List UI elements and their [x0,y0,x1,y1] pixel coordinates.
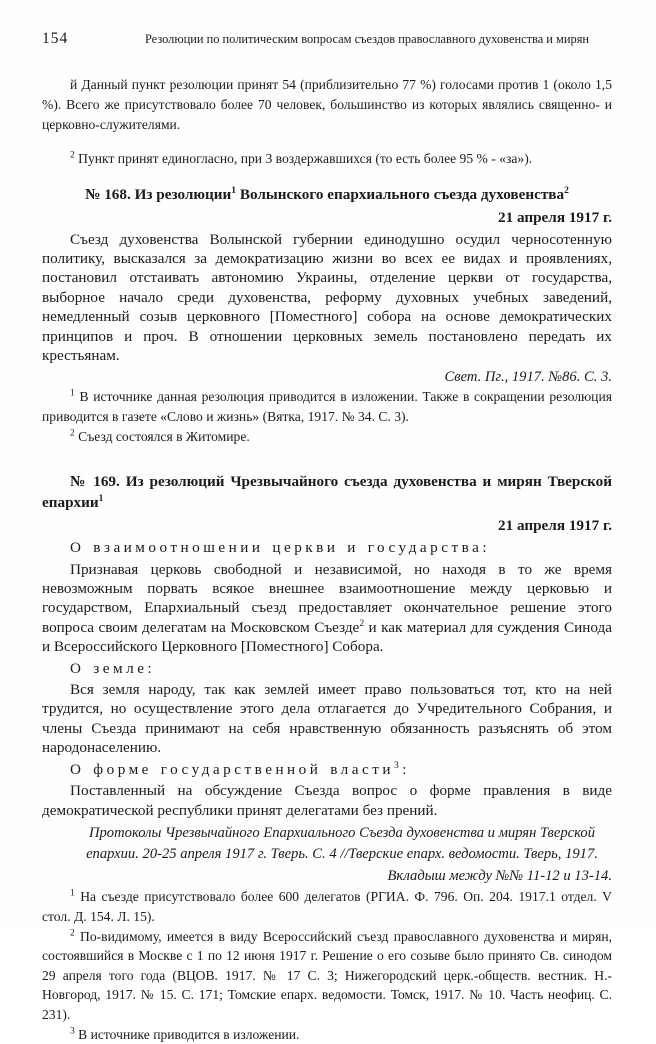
doc169-subheading-state-form-colon: : [402,760,410,778]
doc169-subheading-land: О земле: [70,659,156,677]
carryover-notes [42,75,612,169]
footnote-text: На съезде присутствовало более 600 делегатов (РГИА. Ф. 796. Оп. 204. 1917.1 отдел. V стол. Д. 154. Л. 15). [42,889,612,924]
footnote-marker: 2 [70,928,75,939]
footnote-text: В источнике приводится в изложении. [74,1026,300,1042]
running-title: Резолюции по политическим вопросам съездов православного духовенства и мирян [144,32,590,46]
doc169-subheading-church-state: О взаимоотношении церкви и государства: [70,539,491,557]
doc168-heading-text-1: № 168. Из резолюции [85,185,232,203]
document-169 [42,471,612,1044]
footnote [42,387,612,426]
doc168-source-citation: Свет. Пг., 1917. №86. С. 3. [444,369,612,386]
doc168-body-paragraph: Съезд духовенства Волынской губернии единодушно осудил черносотенную политику, высказался за демократизацию жизни во всех ее видах и проявлениях, постановил отстаивать автономию Украины, отделение церкви от государства, выборное начало среди духовенства, реформу духовных учебных заведений, немедленный созыв церковного [Поместного] собора на основе демократических принципов и проч. В отношении церковных земель постановлено передать их крестьянам. [42,230,612,365]
footnote-ref: 1 [231,185,237,196]
footnote [42,887,612,926]
footnote-marker: 1 [70,388,75,399]
footnote-text: Съезд состоялся в Житомире. [74,428,250,444]
running-head [42,30,612,48]
footnote-ref: 1 [98,494,104,505]
carryover-note-2 [42,149,612,169]
footnote-marker: 1 [70,888,75,899]
footnote-ref: 2 [564,185,569,196]
footnote-marker: 3 [70,1026,75,1037]
doc169-paragraph-1-text-2: и как материал для суждения Синода и Всероссийского Церковного [Поместного] Собора. [42,618,612,656]
carryover-note-1-text: й Данный пункт резолюции принят 54 (приблизительно 77 %) голосами против 1 (около 1,5 %). Всего же присутствовало более 70 человек, большинство из которых являлись священно- и церковно-служителями. [42,77,612,132]
doc169-source-line-3: Вкладыш между №№ 11-12 и 13-14. [387,867,612,884]
doc169-subheading-state-form-text: О форме государственной власти [70,760,394,778]
footnote-text: По-видимому, имеется в виду Всероссийский съезд православного духовенства и мирян, состоявшийся в Москве с 1 по 12 июня 1917 г. Решение о его созыве было принято Св. синодом 29 апреля того года (ВЦОВ. 1917. № 17 С. 3; Нижегородский церк.-обществ. вестник. Н.-Новгород, 1917. № 15. С. 171; Томские епарх. ведомости. Томск, 1917. № 10. Часть неофиц. С. 231). [42,928,612,1022]
doc169-heading-line-1: № 169. Из резолюций Чрезвычайного съезда духовенства и мирян Тверской [70,473,612,491]
doc169-footnotes [42,887,612,1044]
doc169-heading-line-2 [42,492,612,513]
doc169-paragraph-2: Вся земля народу, так как землей имеет право пользоваться тот, кто на ней трудится, но осуществление этого дела отлагается до Учредительного Собрания, и члены Съезда принимают на себя нравственную обязанность разъяснять об этом народонаселению. [42,681,612,757]
carryover-note-2-text: Пункт принят единогласно, при 3 воздержавшихся (то есть более 95 % - «за»). [74,150,533,166]
section-spacer [42,446,612,456]
doc168-heading [42,184,612,205]
footnote [42,427,612,447]
doc169-paragraph-1 [42,560,612,657]
doc169-paragraph-3: Поставленный на обсуждение Съезда вопрос о форме правления в виде демократической республики принят делегатами без прений. [42,782,612,819]
footnote [42,1025,612,1044]
document-168 [42,184,612,447]
doc169-paragraph-1-text-1: Признавая церковь свободной и независимой, но находя в то же время невозможным порвать всякое внешнее взаимоотношение между церковью и государством, Епархиальный съезд предоставляет окончательное решение этого вопроса своим делегатам на Московском Съезде [42,560,612,636]
footnote [42,927,612,1025]
footnote-marker: 2 [70,150,75,161]
doc168-date: 21 апреля 1917 г. [497,208,612,226]
carryover-note-1 [42,75,612,135]
doc168-footnotes [42,387,612,446]
footnote-ref: 3 [393,760,403,771]
footnote-marker: 2 [70,428,75,439]
doc169-source-line-1: Протоколы Чрезвычайного Епархиального Съезда духовенства и мирян Тверской [88,824,596,841]
doc169-subheading-state-form [42,760,612,779]
doc169-date: 21 апреля 1917 г. [497,517,612,535]
footnote-text: В источнике данная резолюция приводится в изложении. Также в сокращении резолюция приводится в газете «Слово и жизнь» (Вятка, 1917. № 34. С. 3). [42,389,612,425]
footnote-ref: 2 [359,618,365,629]
doc169-heading-line-2-text: епархии [42,494,99,512]
doc168-heading-text-2: Волынского епархиального съезда духовенства [236,185,565,203]
doc169-source-line-2: епархии. 20-25 апреля 1917 г. Тверь. С. 4 //Тверские епарх. ведомости. Тверь, 1917. [86,846,598,863]
page-number: 154 [42,30,69,47]
doc169-heading [42,471,612,513]
doc169-source-citation [42,823,612,888]
